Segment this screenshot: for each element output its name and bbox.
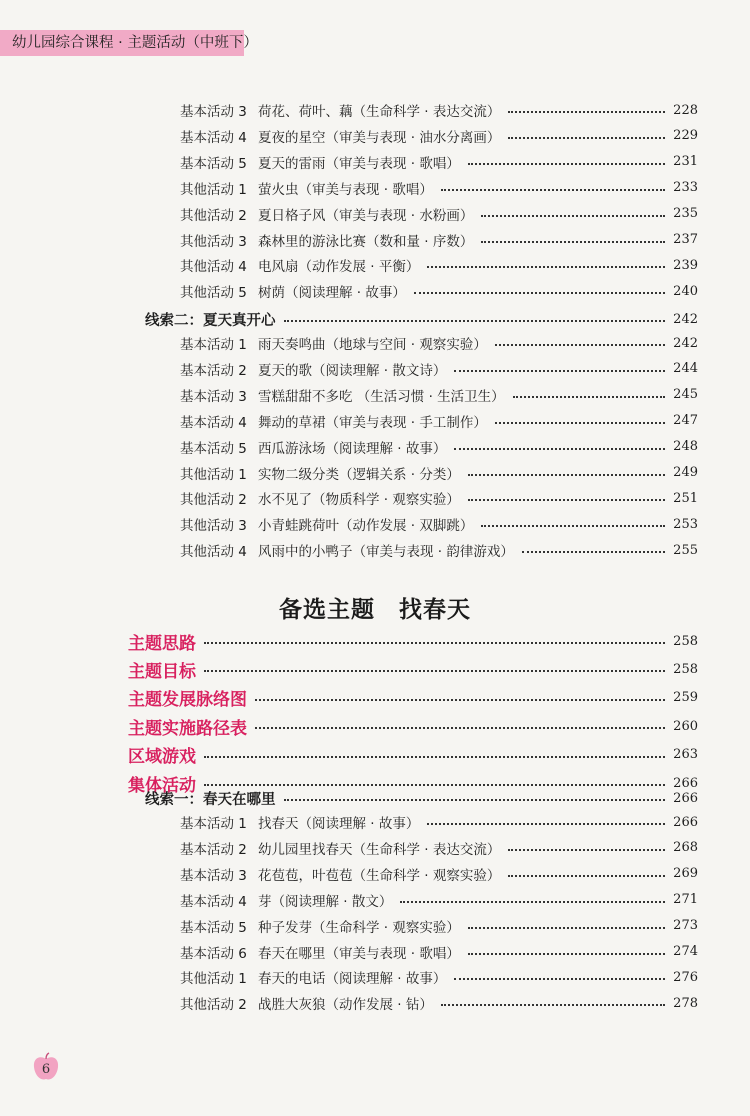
toc-entry [180,383,698,407]
entry-page-number: 266 [673,790,698,806]
entry-title: 主题目标 [128,661,196,682]
entry-page-number: 239 [673,257,698,273]
toc-entry [180,409,698,433]
entry-title: 荷花、荷叶、藕（生命科学 · 表达交流） [258,104,501,120]
entry-label: 基本活动 3 [180,104,247,120]
toc-entry [180,435,698,459]
entry-title: 集体活动 [128,775,196,796]
dot-leader [441,189,665,191]
thread-heading [145,307,698,331]
topic-entry [128,714,698,738]
entry-title: 花苞苞，叶苞苞（生命科学 · 观察实验） [258,867,501,884]
entry-page-number: 235 [673,206,698,222]
page-number: 6 [41,1061,51,1077]
toc-entry [180,253,698,277]
dot-leader [508,875,665,877]
toc-entry [180,538,698,562]
entry-title: 萤火虫（审美与表现 · 歌唱） [258,181,433,198]
toc-entry [180,228,698,252]
dot-leader [284,320,666,322]
entry-page-number: 278 [673,995,698,1011]
dot-leader [441,1004,665,1006]
toc-entry [180,124,698,148]
entry-title: 种子发芽（生命科学 · 观察实验） [258,919,460,936]
toc-entry [180,836,698,860]
entry-title: 芽（阅读理解 · 散文） [258,893,393,910]
entry-label: 其他活动 5 [180,285,247,302]
toc-entry [180,914,698,938]
toc-entry [180,512,698,536]
entry-label: 基本活动 4 [180,893,247,910]
entry-label: 基本活动 2 [180,841,247,858]
toc-entry [180,991,698,1015]
entry-title: 电风扇（动作发展 · 平衡） [258,259,420,276]
entry-page-number: 231 [673,154,698,170]
entry-label: 其他活动 1 [180,181,247,198]
section-heading: 备选主题 找春天 [279,596,471,623]
entry-page-number: 258 [673,661,698,677]
entry-title: 雪糕甜甜不多吃 （生活习惯 · 生活卫生） [258,388,505,405]
entry-label: 基本活动 4 [180,414,247,431]
dot-leader [255,727,665,729]
dot-leader [508,849,665,851]
entry-label: 基本活动 6 [180,945,247,962]
dot-leader [522,551,665,553]
thread-heading [145,786,698,810]
toc-entry [180,202,698,226]
entry-page-number: 260 [673,718,698,734]
entry-page-number: 273 [673,918,698,934]
entry-label: 基本活动 5 [180,440,247,457]
entry-page-number: 249 [673,465,698,480]
entry-title: 线索二：夏天真开心 [145,312,276,329]
entry-page-number: 229 [673,128,698,144]
toc-entry [180,940,698,964]
toc-entry [180,279,698,303]
dot-leader [513,396,666,398]
entry-title: 区域游戏 [128,747,196,768]
entry-page-number: 244 [673,361,698,377]
dot-leader [468,163,665,165]
running-header: 幼儿园综合课程 · 主题活动（中班下） [0,30,244,56]
entry-title: 夏日格子风（审美与表现 · 水粉画） [258,207,474,224]
entry-label: 基本活动 1 [180,816,247,832]
entry-page-number: 266 [673,814,698,830]
entry-page-number: 259 [673,690,698,706]
entry-page-number: 245 [673,387,698,403]
entry-page-number: 271 [673,892,698,908]
toc-entry [180,862,698,886]
entry-title: 风雨中的小鸭子（审美与表现 · 韵律游戏） [258,544,514,561]
dot-leader [495,422,665,424]
entry-page-number: 251 [673,490,698,506]
dot-leader [481,525,665,527]
entry-label: 基本活动 5 [180,155,247,172]
dot-leader [284,799,666,801]
entry-label: 其他活动 4 [180,544,247,561]
dot-leader [454,370,665,372]
dot-leader [508,111,665,113]
entry-title: 线索一：春天在哪里 [145,791,276,808]
entry-page-number: 268 [673,840,698,856]
topic-entry [128,657,698,681]
dot-leader [468,499,665,501]
toc-entry [180,176,698,200]
topic-entry [128,686,698,710]
toc-entry [180,150,698,174]
dot-leader [481,215,665,217]
dot-leader [204,670,665,672]
dot-leader [508,137,665,139]
entry-label: 其他活动 3 [180,518,247,535]
toc-entry [180,331,698,355]
entry-page-number: 269 [673,866,698,882]
entry-label: 基本活动 3 [180,867,247,884]
entry-label: 其他活动 3 [180,233,247,250]
entry-page-number: 258 [673,633,698,649]
entry-title: 找春天（阅读理解 · 故事） [258,816,420,832]
toc-entry [180,461,698,485]
entry-title: 春天的电话（阅读理解 · 故事） [258,971,447,988]
dot-leader [454,978,665,980]
dot-leader [255,699,665,701]
dot-leader [427,266,665,268]
dot-leader [454,448,665,450]
entry-page-number: 263 [673,747,698,763]
dot-leader [414,292,665,294]
dot-leader [495,344,665,346]
entry-label: 基本活动 3 [180,388,247,405]
entry-page-number: 237 [673,232,698,247]
entry-title: 雨天奏鸣曲（地球与空间 · 观察实验） [258,337,487,353]
toc-entry [180,357,698,381]
entry-title: 春天在哪里（审美与表现 · 歌唱） [258,945,460,962]
dot-leader [468,927,665,929]
dot-leader [204,642,665,644]
toc-entry [180,965,698,989]
entry-page-number: 242 [673,335,698,351]
entry-label: 基本活动 1 [180,337,247,353]
entry-page-number: 233 [673,180,698,196]
dot-leader [400,901,665,903]
entry-page-number: 276 [673,969,698,985]
entry-title: 森林里的游泳比赛（数和量 · 序数） [258,233,474,250]
entry-page-number: 255 [673,542,698,558]
entry-page-number: 240 [673,283,698,299]
entry-label: 基本活动 2 [180,362,247,379]
toc-entry [180,888,698,912]
entry-label: 其他活动 4 [180,259,247,276]
toc-entry [180,810,698,834]
entry-title: 舞动的草裙（审美与表现 · 手工制作） [258,414,487,431]
entry-page-number: 228 [673,102,698,118]
topic-entry [128,629,698,653]
entry-title: 水不见了（物质科学 · 观察实验） [258,492,460,509]
entry-title: 西瓜游泳场（阅读理解 · 故事） [258,440,447,457]
entry-page-number: 266 [673,775,698,791]
entry-title: 主题发展脉络图 [128,690,247,711]
entry-page-number: 242 [673,311,698,327]
entry-title: 幼儿园里找春天（生命科学 · 表达交流） [258,841,501,858]
entry-label: 其他活动 2 [180,207,247,224]
dot-leader [204,756,665,758]
entry-title: 主题思路 [128,633,196,654]
entry-page-number: 247 [673,413,698,429]
entry-label: 基本活动 4 [180,129,247,146]
entry-page-number: 274 [673,944,698,959]
entry-label: 其他活动 2 [180,997,247,1014]
toc-entry [180,486,698,510]
entry-title: 树荫（阅读理解 · 故事） [258,285,406,302]
dot-leader [468,474,665,476]
entry-title: 主题实施路径表 [128,718,247,739]
toc-entry [180,98,698,122]
entry-title: 小青蛙跳荷叶（动作发展 · 双脚跳） [258,518,474,535]
page-number-badge [32,1052,60,1082]
entry-label: 其他活动 1 [180,971,247,988]
entry-label: 其他活动 2 [180,492,247,509]
entry-title: 夏天的雷雨（审美与表现 · 歌唱） [258,155,460,172]
entry-title: 战胜大灰狼（动作发展 · 钻） [258,997,433,1014]
entry-title: 夏夜的星空（审美与表现 · 油水分离画） [258,129,501,146]
entry-page-number: 253 [673,516,698,532]
dot-leader [481,241,665,243]
dot-leader [468,953,665,955]
entry-page-number: 248 [673,439,698,455]
topic-entry [128,743,698,767]
entry-title: 实物二级分类（逻辑关系 · 分类） [258,466,460,483]
dot-leader [427,823,665,825]
entry-label: 基本活动 5 [180,919,247,936]
entry-title: 夏天的歌（阅读理解 · 散文诗） [258,362,447,379]
entry-label: 其他活动 1 [180,466,247,483]
